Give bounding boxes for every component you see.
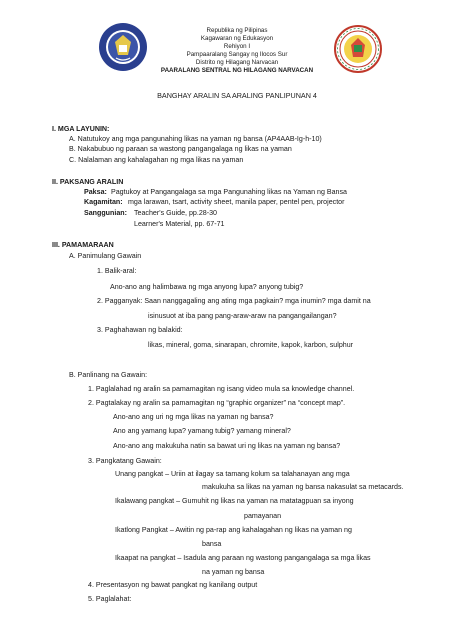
paksa-value: Pagtukoy at Pangangalaga sa mga Pangunahing likas na Yaman ng Bansa [111,188,347,196]
group-3-task-continued: bansa [202,540,222,548]
group-1-task: Unang pangkat – Uriin at ilagay sa tamang kolum sa talahanayan ang mga [115,470,350,478]
objective-b: B. Nakabubuo ng paraan sa wastong pangangalaga ng likas na yaman [69,145,292,153]
header-line-2: Kagawaran ng Edukasyon [200,35,274,42]
header-line-6: PAARALANG SENTRAL NG HILAGANG NARVACAN [160,67,314,74]
pagganyak-continued: isinusuot at iba pang pang-araw-araw na pangangailangan? [148,312,337,320]
section-3-heading: III. PAMAMARAAN [52,241,114,249]
section-1-heading: I. MGA LAYUNIN: [52,125,110,133]
balik-aral-question: Ano-ano ang halimbawa ng mga anyong lupa? anyong tubig? [110,283,304,291]
sanggunian-value-1: Teacher's Guide, pp.28-30 [134,209,217,217]
panlinang-1: 1. Paglalahad ng aralin sa pamamagitan ng isang video mula sa knowledge channel. [88,385,355,393]
sanggunian-value-2: Learner's Material, pp. 67-71 [134,220,225,228]
subsection-b-heading: B. Panlinang na Gawain: [69,371,148,379]
balik-aral: 1. Balik-aral: [97,267,137,275]
objective-c: C. Nalalaman ang kahalagahan ng mga likas na yaman [69,156,244,164]
group-1-task-continued: makukuha sa likas na yaman ng bansa nakasulat sa metacards. [202,483,404,491]
kagamitan-value: mga larawan, tsart, activity sheet, manila paper, pentel pen, projector [128,198,345,206]
discussion-question-3: Ano-ano ang makukuha natin sa bawat uri ng likas na yaman ng bansa? [113,442,341,450]
discussion-question-1: Ano-ano ang uri ng mga likas na yaman ng bansa? [113,413,274,421]
sanggunian-label: Sanggunian: [84,209,127,217]
header-line-3: Rehiyon I [223,43,251,50]
paglalahat: 5. Paglalahat: [88,595,132,603]
panlinang-4: 4. Presentasyon ng bawat pangkat ng kanilang output [88,581,258,589]
balakid-words: likas, mineral, goma, sinarapan, chromite, kapok, karbon, sulphur [148,341,354,349]
group-4-task-continued: na yaman ng bansa [202,568,265,576]
group-2-task: Ikalawang pangkat – Gumuhit ng likas na yaman na matatagpuan sa inyong [115,497,354,505]
document-title: BANGHAY ARALIN SA ARALING PANLIPUNAN 4 [157,91,317,100]
panlinang-2: 2. Pagtalakay ng aralin sa pamamagitan ng “graphic organizer” na “concept map”. [88,399,346,407]
pagganyak: 2. Pagganyak: Saan nanggagaling ang ating mga pagkain? mga inumin? mga damit na [97,297,371,305]
group-2-task-continued: pamayanan [244,512,282,520]
header-line-4: Pampaaralang Sangay ng Ilocos Sur [186,51,288,58]
section-2-heading: II. PAKSANG ARALIN [52,178,124,186]
paksa-label: Paksa: [84,188,107,196]
header-line-5: Distrito ng Hilagang Narvacan [195,59,279,66]
subsection-a-heading: A. Panimulang Gawain [69,252,142,260]
pangkatang-gawain: 3. Pangkatang Gawain: [88,457,162,465]
discussion-question-2: Ano ang yamang lupa? yamang tubig? yamang mineral? [113,427,291,435]
header-line-1: Republika ng Pilipinas [206,27,268,34]
objective-a: A. Natutukoy ang mga pangunahing likas na yaman ng bansa (AP4AAB-Ig-h-10) [69,135,322,143]
kagamitan-label: Kagamitan: [84,198,123,206]
paghahawan-ng-balakid: 3. Paghahawan ng balakid: [97,326,183,334]
group-4-task: Ikaapat na pangkat – Isadula ang paraan ng wastong pangangalaga sa mga likas [115,554,371,562]
group-3-task: Ikatlong Pangkat – Awitin ng pa-rap ang kahalagahan ng likas na yaman ng [115,526,352,534]
